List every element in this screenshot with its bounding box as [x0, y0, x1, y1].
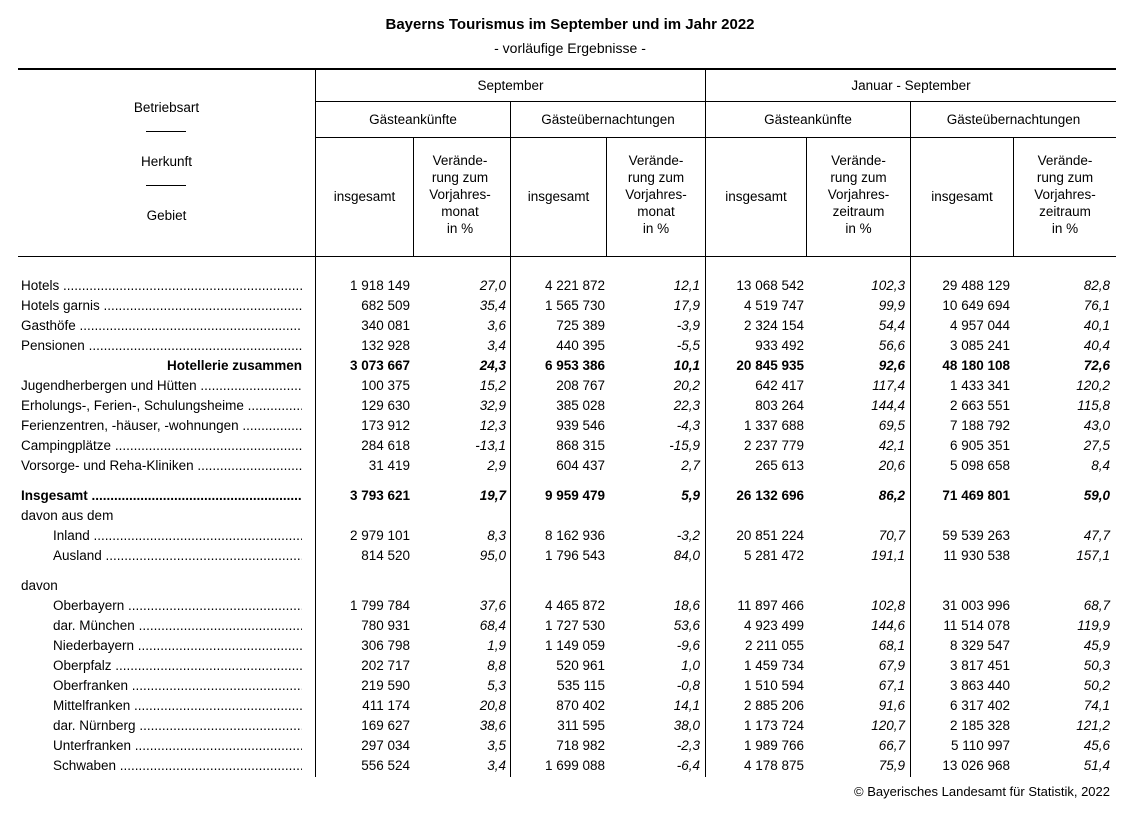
table-row: [0, 486, 1140, 506]
count-cell: 202 717: [361, 658, 410, 673]
header-total-1: insgesamt: [333, 189, 396, 204]
change-cell: 2,7: [681, 458, 700, 473]
change-cell: 18,6: [673, 598, 700, 613]
count-cell: 59 539 263: [942, 528, 1010, 543]
change-cell: 117,4: [872, 378, 905, 393]
change-cell: 3,6: [487, 318, 506, 333]
count-cell: 11 514 078: [943, 618, 1010, 633]
change-cell: 76,1: [1083, 298, 1110, 313]
count-cell: 520 961: [556, 658, 605, 673]
count-cell: 129 630: [361, 398, 410, 413]
table-row: [0, 696, 1140, 716]
count-cell: 2 663 551: [949, 398, 1010, 413]
change-cell: 27,5: [1083, 438, 1110, 453]
count-cell: 939 546: [556, 418, 605, 433]
header-change-1: Verände- rung zum Vorjahres- monat in %: [429, 153, 491, 236]
count-cell: 100 375: [361, 378, 410, 393]
count-cell: 2 237 779: [743, 438, 804, 453]
count-cell: 535 115: [557, 678, 605, 693]
change-cell: 70,7: [878, 528, 905, 543]
count-cell: 2 979 101: [349, 528, 410, 543]
change-cell: 1,0: [681, 658, 700, 673]
count-cell: 7 188 792: [949, 418, 1010, 433]
change-cell: 15,2: [479, 378, 506, 393]
count-cell: 725 389: [556, 318, 605, 333]
table-row: [0, 546, 1140, 566]
change-cell: -4,3: [676, 418, 700, 433]
table-row: [0, 436, 1140, 456]
count-cell: 5 110 997: [950, 738, 1010, 753]
count-cell: 1 989 766: [743, 738, 804, 753]
row-label: Vorsorge- und Reha-Kliniken .....: [21, 456, 302, 476]
change-cell: 22,3: [673, 398, 700, 413]
count-cell: 642 417: [755, 378, 804, 393]
row-label: dar. München .....: [53, 616, 302, 636]
count-cell: 4 519 747: [743, 298, 804, 313]
change-cell: 157,1: [1076, 548, 1110, 563]
change-cell: 5,3: [487, 678, 506, 693]
table-row: [0, 376, 1140, 396]
change-cell: 8,3: [487, 528, 506, 543]
row-label: Oberbayern .....: [53, 596, 302, 616]
count-cell: 10 649 694: [942, 298, 1010, 313]
change-cell: 95,0: [479, 548, 506, 563]
table-row: [0, 506, 1140, 526]
header-januar-september: Januar - September: [851, 78, 971, 93]
count-cell: 265 613: [755, 458, 804, 473]
count-cell: 933 492: [755, 338, 804, 353]
table-row: [0, 756, 1140, 776]
count-cell: 71 469 801: [942, 488, 1010, 503]
measure-rule: [316, 137, 1116, 138]
count-cell: 1 799 784: [349, 598, 410, 613]
count-cell: 4 923 499: [743, 618, 804, 633]
change-cell: 20,6: [878, 458, 905, 473]
count-cell: 48 180 108: [942, 358, 1010, 373]
change-cell: 3,4: [487, 338, 506, 353]
row-label: dar. Nürnberg .....: [53, 716, 302, 736]
change-cell: 42,1: [878, 438, 905, 453]
change-cell: -13,1: [475, 438, 506, 453]
count-cell: 3 085 241: [949, 338, 1010, 353]
change-cell: 144,4: [871, 398, 905, 413]
count-cell: 1 173 724: [743, 718, 804, 733]
header-change-3: Verände- rung zum Vorjahres- zeitraum in %: [827, 153, 890, 236]
change-cell: -2,3: [676, 738, 700, 753]
change-cell: 54,4: [878, 318, 905, 333]
change-cell: 2,9: [487, 458, 506, 473]
count-cell: 411 174: [362, 698, 410, 713]
change-cell: 47,7: [1083, 528, 1110, 543]
header-bottom-rule: [18, 256, 1116, 257]
count-cell: 3 863 440: [949, 678, 1010, 693]
stub-header-betriebsart: Betriebsart: [133, 100, 200, 115]
change-cell: 12,1: [673, 278, 700, 293]
change-cell: -0,8: [676, 678, 700, 693]
header-total-3: insgesamt: [725, 189, 787, 204]
row-label: Oberpfalz .....: [53, 656, 302, 676]
row-label: davon: [21, 578, 58, 593]
change-cell: 67,9: [878, 658, 905, 673]
count-cell: 780 931: [361, 618, 410, 633]
change-cell: 20,8: [479, 698, 506, 713]
change-cell: -6,4: [676, 758, 700, 773]
count-cell: 173 912: [361, 418, 410, 433]
count-cell: 604 437: [556, 458, 605, 473]
change-cell: 50,3: [1083, 658, 1110, 673]
change-cell: 92,6: [878, 358, 905, 373]
change-cell: 37,6: [479, 598, 506, 613]
row-label: Pensionen .....: [21, 336, 302, 356]
change-cell: 67,1: [878, 678, 905, 693]
stub-header-gebiet: Gebiet: [146, 208, 187, 223]
count-cell: 31 003 996: [942, 598, 1010, 613]
change-cell: -5,5: [676, 338, 700, 353]
count-cell: 718 982: [556, 738, 605, 753]
count-cell: 1 727 530: [544, 618, 605, 633]
change-cell: 144,6: [871, 618, 905, 633]
row-label: Jugendherbergen und Hütten .....: [21, 376, 302, 396]
change-cell: 8,4: [1091, 458, 1110, 473]
row-label: Hotels .....: [21, 276, 302, 296]
row-label: Erholungs-, Ferien-, Schulungsheime .....: [21, 396, 302, 416]
count-cell: 1 918 149: [349, 278, 410, 293]
change-cell: 45,9: [1083, 638, 1110, 653]
row-label: Gasthöfe .....: [21, 316, 302, 336]
count-cell: 20 851 224: [736, 528, 804, 543]
change-cell: 121,2: [1076, 718, 1110, 733]
change-cell: 82,8: [1083, 278, 1110, 293]
count-cell: 20 845 935: [736, 358, 804, 373]
change-cell: 68,7: [1083, 598, 1110, 613]
change-cell: 10,1: [673, 358, 700, 373]
change-cell: 72,6: [1083, 358, 1110, 373]
table-row: [0, 676, 1140, 696]
row-label: Unterfranken .....: [53, 736, 302, 756]
change-cell: 102,8: [871, 598, 905, 613]
row-label: Ausland .....: [53, 546, 302, 566]
change-cell: 51,4: [1083, 758, 1110, 773]
count-cell: 1 149 059: [544, 638, 605, 653]
change-cell: 68,1: [878, 638, 905, 653]
change-cell: 3,4: [487, 758, 506, 773]
count-cell: 814 520: [361, 548, 410, 563]
header-total-2: insgesamt: [527, 189, 590, 204]
count-cell: 870 402: [556, 698, 605, 713]
change-cell: 1,9: [487, 638, 506, 653]
header-change-2: Verände- rung zum Vorjahres- monat in %: [625, 153, 687, 236]
change-cell: 50,2: [1083, 678, 1110, 693]
change-cell: 17,9: [673, 298, 700, 313]
page-subtitle: - vorläufige Ergebnisse -: [494, 40, 646, 56]
count-cell: 284 618: [361, 438, 410, 453]
change-cell: 53,6: [673, 618, 700, 633]
header-ytd-overnight: Gästeübernachtungen: [946, 112, 1081, 127]
count-cell: 11 930 538: [943, 548, 1010, 563]
change-cell: -15,9: [669, 438, 700, 453]
header-september: September: [477, 78, 544, 93]
change-cell: 38,0: [673, 718, 700, 733]
change-cell: 68,4: [479, 618, 506, 633]
count-cell: 31 419: [368, 458, 410, 473]
table-row: [0, 596, 1140, 616]
count-cell: 6 953 386: [544, 358, 605, 373]
count-cell: 440 395: [556, 338, 605, 353]
change-cell: 45,6: [1083, 738, 1110, 753]
header-total-4: insgesamt: [931, 189, 993, 204]
count-cell: 8 162 936: [544, 528, 605, 543]
change-cell: 120,7: [871, 718, 905, 733]
count-cell: 6 905 351: [949, 438, 1010, 453]
table-row: [0, 276, 1140, 296]
header-sep-overnight: Gästeübernachtungen: [541, 112, 675, 127]
period-rule: [316, 101, 1116, 102]
table-row: [0, 336, 1140, 356]
table-row: [0, 656, 1140, 676]
change-cell: 69,5: [878, 418, 905, 433]
table-row: [0, 316, 1140, 336]
count-cell: 4 221 872: [544, 278, 605, 293]
count-cell: 385 028: [556, 398, 605, 413]
count-cell: 297 034: [361, 738, 410, 753]
count-cell: 3 793 621: [349, 488, 410, 503]
table-row: [0, 616, 1140, 636]
change-cell: 59,0: [1083, 488, 1110, 503]
change-cell: 191,1: [871, 548, 905, 563]
change-cell: 86,2: [878, 488, 905, 503]
table-row: [0, 636, 1140, 656]
change-cell: 84,0: [673, 548, 700, 563]
count-cell: 1 699 088: [544, 758, 605, 773]
row-label: Hotellerie zusammen: [166, 358, 302, 373]
count-cell: 868 315: [556, 438, 605, 453]
count-cell: 9 959 479: [544, 488, 605, 503]
count-cell: 169 627: [361, 718, 410, 733]
change-cell: 38,6: [479, 718, 506, 733]
count-cell: 340 081: [361, 318, 410, 333]
row-label: Insgesamt .....: [21, 486, 302, 506]
change-cell: 24,3: [479, 358, 506, 373]
count-cell: 1 565 730: [544, 298, 605, 313]
count-cell: 11 897 466: [737, 598, 804, 613]
header-change-4: Verände- rung zum Vorjahres- zeitraum in %: [1034, 153, 1096, 236]
stub-divider-1: [146, 131, 186, 132]
change-cell: 75,9: [878, 758, 905, 773]
stub-divider-2: [146, 185, 186, 186]
row-label: Schwaben .....: [53, 756, 302, 776]
row-label: Inland .....: [53, 526, 302, 546]
count-cell: 1 796 543: [544, 548, 605, 563]
count-cell: 26 132 696: [736, 488, 804, 503]
change-cell: 20,2: [673, 378, 700, 393]
change-cell: 119,9: [1077, 618, 1110, 633]
table-row: [0, 396, 1140, 416]
change-cell: 74,1: [1083, 698, 1110, 713]
row-label: davon aus dem: [21, 508, 114, 523]
page-title: Bayerns Tourismus im September und im Jahr 2022: [385, 16, 755, 33]
change-cell: 102,3: [871, 278, 905, 293]
row-label: Mittelfranken .....: [53, 696, 302, 716]
header-ytd-arrivals: Gästeankünfte: [764, 112, 852, 127]
copyright-footer: © Bayerisches Landesamt für Statistik, 2022: [854, 784, 1110, 799]
change-cell: 56,6: [878, 338, 905, 353]
stub-header-herkunft: Herkunft: [140, 154, 193, 169]
row-label: Ferienzentren, -häuser, -wohnungen .....: [21, 416, 302, 436]
change-cell: 99,9: [878, 298, 905, 313]
change-cell: 14,1: [673, 698, 700, 713]
count-cell: 682 509: [361, 298, 410, 313]
count-cell: 6 317 402: [949, 698, 1010, 713]
count-cell: 306 798: [361, 638, 410, 653]
count-cell: 3 817 451: [949, 658, 1010, 673]
count-cell: 1 510 594: [743, 678, 804, 693]
change-cell: 27,0: [479, 278, 506, 293]
change-cell: -3,9: [676, 318, 700, 333]
count-cell: 5 098 658: [949, 458, 1010, 473]
table-row: [0, 716, 1140, 736]
table-row: [0, 576, 1140, 596]
change-cell: 12,3: [479, 418, 506, 433]
change-cell: 8,8: [487, 658, 506, 673]
row-label: Niederbayern .....: [53, 636, 302, 656]
change-cell: 35,4: [479, 298, 506, 313]
change-cell: 91,6: [878, 698, 905, 713]
change-cell: 5,9: [681, 488, 700, 503]
count-cell: 4 957 044: [949, 318, 1010, 333]
change-cell: 19,7: [479, 488, 506, 503]
count-cell: 132 928: [361, 338, 410, 353]
count-cell: 311 595: [557, 718, 605, 733]
table-top-rule: [18, 68, 1116, 70]
change-cell: -9,6: [676, 638, 700, 653]
change-cell: 32,9: [479, 398, 506, 413]
count-cell: 556 524: [361, 758, 410, 773]
count-cell: 2 185 328: [949, 718, 1010, 733]
count-cell: 13 068 542: [736, 278, 804, 293]
change-cell: 3,5: [487, 738, 506, 753]
table-row: [0, 416, 1140, 436]
count-cell: 5 281 472: [743, 548, 804, 563]
count-cell: 803 264: [755, 398, 804, 413]
count-cell: 29 488 129: [942, 278, 1010, 293]
table-row: [0, 296, 1140, 316]
table-row: [0, 356, 1140, 376]
count-cell: 1 337 688: [743, 418, 804, 433]
count-cell: 3 073 667: [349, 358, 410, 373]
change-cell: 120,2: [1076, 378, 1110, 393]
table-row: [0, 736, 1140, 756]
count-cell: 2 324 154: [743, 318, 804, 333]
table-row: [0, 456, 1140, 476]
change-cell: 40,1: [1083, 318, 1110, 333]
count-cell: 1 433 341: [949, 378, 1010, 393]
count-cell: 2 211 055: [744, 638, 804, 653]
count-cell: 4 178 875: [743, 758, 804, 773]
change-cell: 115,8: [1077, 398, 1110, 413]
row-label: Oberfranken .....: [53, 676, 302, 696]
count-cell: 208 767: [556, 378, 605, 393]
count-cell: 13 026 968: [942, 758, 1010, 773]
count-cell: 1 459 734: [743, 658, 804, 673]
count-cell: 4 465 872: [544, 598, 605, 613]
count-cell: 2 885 206: [743, 698, 804, 713]
change-cell: 66,7: [878, 738, 905, 753]
row-label: Hotels garnis .....: [21, 296, 302, 316]
change-cell: 43,0: [1083, 418, 1110, 433]
table-row: [0, 526, 1140, 546]
change-cell: -3,2: [676, 528, 700, 543]
row-label: Campingplätze .....: [21, 436, 302, 456]
count-cell: 8 329 547: [949, 638, 1010, 653]
change-cell: 40,4: [1083, 338, 1110, 353]
header-sep-arrivals: Gästeankünfte: [369, 112, 457, 127]
count-cell: 219 590: [361, 678, 410, 693]
